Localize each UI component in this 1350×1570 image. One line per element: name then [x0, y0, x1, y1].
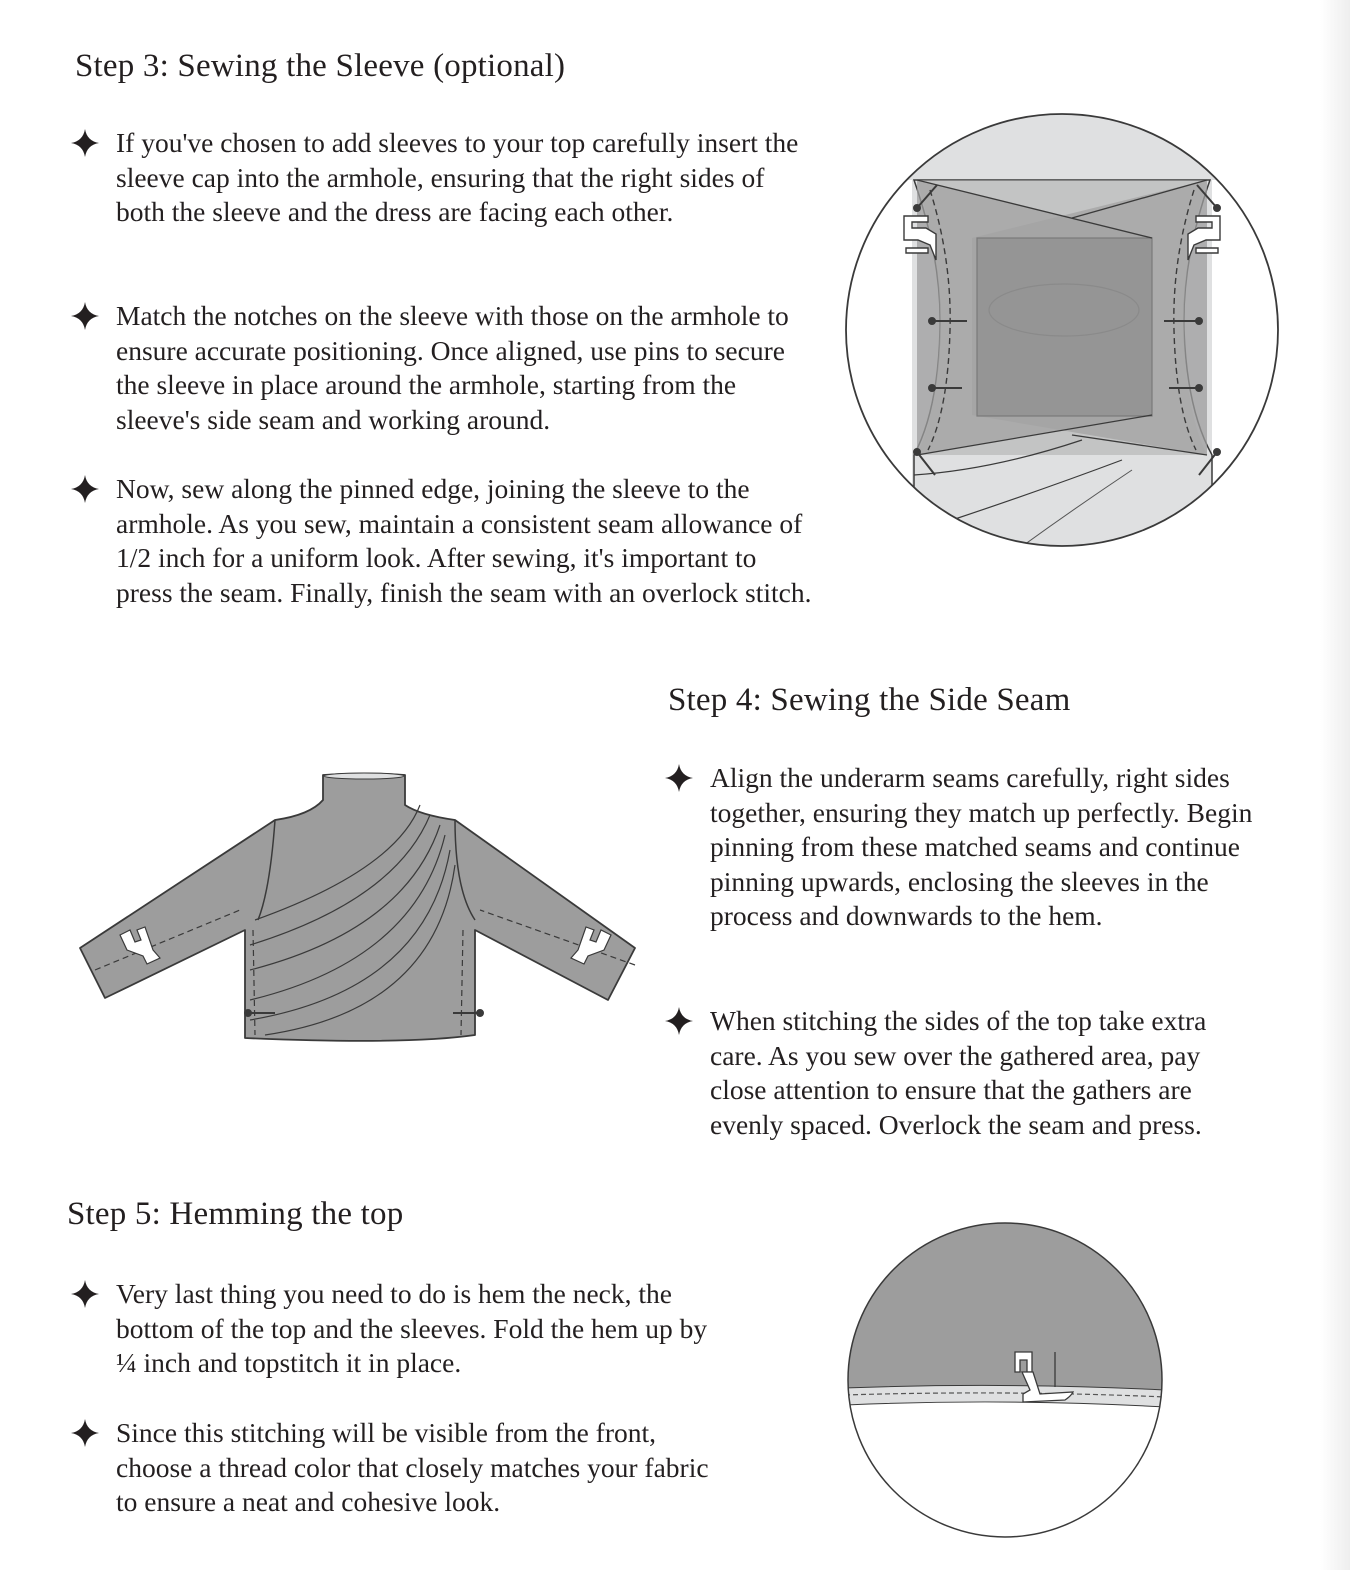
bullet-text: Now, sew along the pinned edge, joining the sleeve to the armhole. As you sew, maintain a consistent seam allowance of 1/2 inch for a uniform look. After sewing, it's important to press the seam. Finally, finish the seam with an overlock stitch. — [116, 473, 812, 608]
bullet-text: Align the underarm seams carefully, right sides together, ensuring they match up perfectly. Begin pinning from these matched seams and continue pinning upwards, enclosing the sleeves in the process and downwards to the hem. — [710, 762, 1253, 932]
four-point-star-icon — [70, 1418, 100, 1448]
four-point-star-icon — [70, 474, 100, 504]
step-4-bullet-2 — [664, 1004, 1284, 1142]
step-5-bullet-2 — [70, 1416, 770, 1520]
four-point-star-icon — [70, 1279, 100, 1309]
four-point-star-icon — [70, 128, 100, 158]
step-5-heading: Step 5: Hemming the top — [67, 1196, 404, 1232]
step-4-heading: Step 4: Sewing the Side Seam — [668, 682, 1071, 718]
four-point-star-icon — [664, 763, 694, 793]
step-5-bullet-1 — [70, 1277, 770, 1381]
step-4-bullet-1 — [664, 761, 1284, 934]
side-seam-illustration — [75, 770, 655, 1050]
four-point-star-icon — [70, 301, 100, 331]
four-point-star-icon — [664, 1006, 694, 1036]
step-3-heading: Step 3: Sewing the Sleeve (optional) — [75, 48, 566, 84]
armhole-pinning-illustration — [842, 110, 1282, 555]
bullet-text: Very last thing you need to do is hem the neck, the bottom of the top and the sleeves. Fold the hem up by ¼ inch and topstitch it in place. — [116, 1278, 708, 1379]
bullet-text: If you've chosen to add sleeves to your top carefully insert the sleeve cap into the armhole, ensuring that the right sides of both the sleeve and the dress are facing each other. — [116, 127, 799, 228]
bullet-text: When stitching the sides of the top take extra care. As you sew over the gathered area, pay close attention to ensure that the gathers are evenly spaced. Overlock the seam and press. — [710, 1005, 1207, 1140]
page-edge-shadow — [1320, 0, 1350, 1570]
step-3-bullet-3 — [70, 472, 830, 610]
bullet-text: Since this stitching will be visible from the front, choose a thread color that closely matches your fabric to ensure a neat and cohesive look. — [116, 1417, 709, 1518]
hem-illustration — [845, 1222, 1165, 1542]
step-3-bullet-1 — [70, 126, 830, 230]
step-3-bullet-2 — [70, 299, 830, 437]
bullet-text: Match the notches on the sleeve with those on the armhole to ensure accurate positioning. Once aligned, use pins to secure the sleeve in place around the armhole, starting from the sleeve's side seam and working around. — [116, 300, 789, 435]
